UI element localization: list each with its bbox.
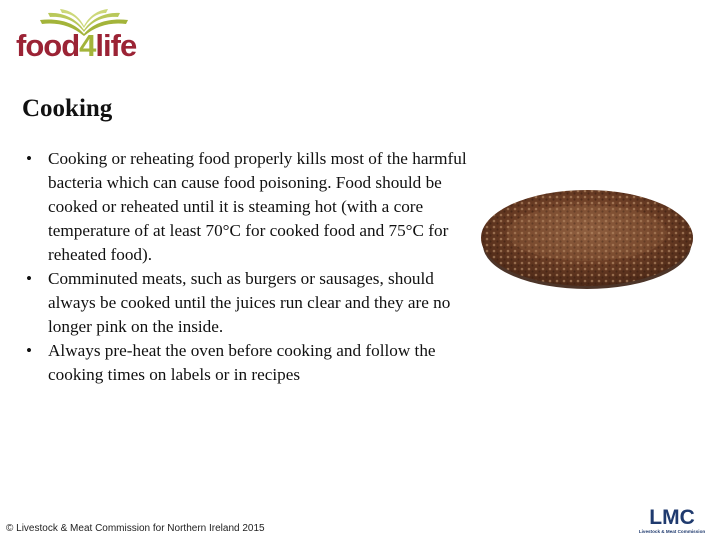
logo-text-life: life — [95, 28, 137, 63]
bullet-list — [22, 147, 467, 387]
bullet-text: Always pre-heat the oven before cooking and follow the cooking times on labels or in recipes — [48, 341, 436, 384]
copyright-footer: © Livestock & Meat Commission for Northern Ireland 2015 — [6, 523, 265, 534]
food4life-logo — [14, 6, 144, 68]
lmc-logo-word: LMC — [649, 506, 695, 529]
burger-patty-image — [478, 183, 696, 293]
bullet-item — [22, 147, 467, 267]
bullet-marker: • — [26, 269, 33, 288]
bullet-text: Cooking or reheating food properly kills most of the harmful bacteria which can cause food poisoning. Food should be cooked or reheated until it is steaming hot (with a core temperature of at least 70°C for cooked food and 75°C for reheated food). — [48, 149, 467, 264]
bullet-item — [22, 267, 467, 339]
bullet-item — [22, 339, 467, 387]
lmc-logo — [634, 508, 710, 538]
bullet-marker: • — [26, 149, 33, 168]
bullet-marker: • — [26, 341, 33, 360]
logo-wordmark — [16, 30, 136, 61]
lmc-logo-subtitle: Livestock & Meat Commission — [638, 529, 706, 534]
page-title: Cooking — [22, 95, 113, 122]
logo-text-4: 4 — [79, 28, 96, 63]
logo-text-food: food — [16, 28, 80, 63]
bullet-text: Comminuted meats, such as burgers or sausages, should always be cooked until the juices run clear and they are no longer pink on the inside. — [48, 269, 451, 336]
